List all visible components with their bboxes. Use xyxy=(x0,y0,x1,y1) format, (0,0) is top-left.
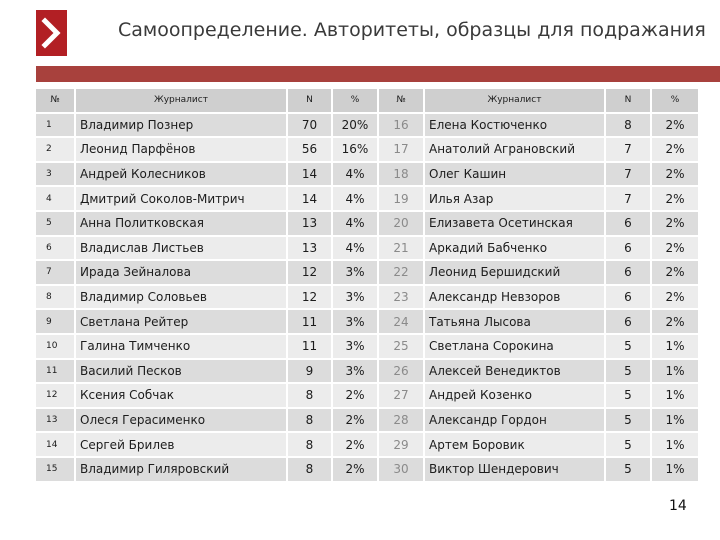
mention-percent: 1% xyxy=(652,384,700,407)
table-row xyxy=(36,212,700,235)
row-number: 9 xyxy=(36,310,76,333)
mention-count: 56 xyxy=(288,138,333,161)
row-number: 29 xyxy=(379,433,425,456)
table-row xyxy=(36,335,700,358)
row-number: 13 xyxy=(36,409,76,432)
mention-percent: 2% xyxy=(652,163,700,186)
table-row xyxy=(36,458,700,481)
mention-percent: 2% xyxy=(652,286,700,309)
mention-percent: 1% xyxy=(652,458,700,481)
journalist-name: Александр Невзоров xyxy=(425,286,606,309)
row-number: 3 xyxy=(36,163,76,186)
row-number: 7 xyxy=(36,261,76,284)
row-number: 11 xyxy=(36,360,76,383)
row-number: 16 xyxy=(379,114,425,137)
mention-count: 6 xyxy=(606,310,652,333)
header-percent-2: % xyxy=(652,89,700,112)
journalist-name: Светлана Сорокина xyxy=(425,335,606,358)
mention-percent: 2% xyxy=(652,237,700,260)
journalist-name: Андрей Колесников xyxy=(76,163,288,186)
row-number: 12 xyxy=(36,384,76,407)
mention-count: 9 xyxy=(288,360,333,383)
mention-percent: 2% xyxy=(333,458,379,481)
mention-percent: 2% xyxy=(333,384,379,407)
journalist-name: Василий Песков xyxy=(76,360,288,383)
journalists-table xyxy=(36,87,700,483)
journalist-name: Анатолий Аграновский xyxy=(425,138,606,161)
journalist-name: Артем Боровик xyxy=(425,433,606,456)
journalist-name: Владислав Листьев xyxy=(76,237,288,260)
row-number: 15 xyxy=(36,458,76,481)
mention-percent: 1% xyxy=(652,433,700,456)
table-row xyxy=(36,237,700,260)
journalist-name: Елизавета Осетинская xyxy=(425,212,606,235)
mention-percent: 16% xyxy=(333,138,379,161)
journalist-name: Алексей Венедиктов xyxy=(425,360,606,383)
table-row xyxy=(36,310,700,333)
journalist-name: Владимир Соловьев xyxy=(76,286,288,309)
row-number: 8 xyxy=(36,286,76,309)
row-number: 27 xyxy=(379,384,425,407)
mention-count: 7 xyxy=(606,138,652,161)
mention-count: 6 xyxy=(606,212,652,235)
mention-count: 70 xyxy=(288,114,333,137)
row-number: 20 xyxy=(379,212,425,235)
header-count-2: N xyxy=(606,89,652,112)
chevron-logo-icon xyxy=(36,10,67,56)
page-number: 14 xyxy=(669,498,687,514)
header-journalist: Журналист xyxy=(76,89,288,112)
table-row xyxy=(36,163,700,186)
row-number: 17 xyxy=(379,138,425,161)
mention-count: 6 xyxy=(606,261,652,284)
row-number: 21 xyxy=(379,237,425,260)
row-number: 5 xyxy=(36,212,76,235)
mention-percent: 1% xyxy=(652,335,700,358)
row-number: 14 xyxy=(36,433,76,456)
mention-count: 8 xyxy=(288,433,333,456)
title-divider-bar xyxy=(36,66,720,82)
mention-count: 6 xyxy=(606,237,652,260)
row-number: 22 xyxy=(379,261,425,284)
mention-count: 8 xyxy=(288,384,333,407)
mention-percent: 1% xyxy=(652,409,700,432)
journalist-name: Дмитрий Соколов-Митрич xyxy=(76,187,288,210)
mention-percent: 4% xyxy=(333,163,379,186)
journalist-name: Сергей Брилев xyxy=(76,433,288,456)
journalist-name: Олег Кашин xyxy=(425,163,606,186)
table-row xyxy=(36,187,700,210)
mention-count: 5 xyxy=(606,360,652,383)
journalist-name: Светлана Рейтер xyxy=(76,310,288,333)
mention-percent: 2% xyxy=(652,138,700,161)
row-number: 1 xyxy=(36,114,76,137)
row-number: 6 xyxy=(36,237,76,260)
journalist-name: Олеся Герасименко xyxy=(76,409,288,432)
mention-percent: 3% xyxy=(333,310,379,333)
mention-percent: 2% xyxy=(652,187,700,210)
mention-count: 8 xyxy=(288,458,333,481)
row-number: 26 xyxy=(379,360,425,383)
table-row xyxy=(36,384,700,407)
journalist-name: Анна Политковская xyxy=(76,212,288,235)
table-row xyxy=(36,114,700,137)
journalist-name: Галина Тимченко xyxy=(76,335,288,358)
table-header-row xyxy=(36,89,700,112)
mention-percent: 1% xyxy=(652,360,700,383)
row-number: 18 xyxy=(379,163,425,186)
mention-count: 13 xyxy=(288,212,333,235)
slide-title: Самоопределение. Авторитеты, образцы для подражания xyxy=(118,19,706,41)
mention-count: 13 xyxy=(288,237,333,260)
mention-count: 11 xyxy=(288,310,333,333)
journalist-name: Ирада Зейналова xyxy=(76,261,288,284)
mention-count: 5 xyxy=(606,409,652,432)
mention-percent: 3% xyxy=(333,360,379,383)
mention-percent: 2% xyxy=(652,114,700,137)
mention-count: 12 xyxy=(288,286,333,309)
table-row xyxy=(36,409,700,432)
journalist-name: Илья Азар xyxy=(425,187,606,210)
header-journalist-2: Журналист xyxy=(425,89,606,112)
journalist-name: Леонид Парфёнов xyxy=(76,138,288,161)
mention-count: 8 xyxy=(288,409,333,432)
journalist-name: Владимир Гиляровский xyxy=(76,458,288,481)
row-number: 24 xyxy=(379,310,425,333)
mention-percent: 3% xyxy=(333,286,379,309)
mention-count: 11 xyxy=(288,335,333,358)
mention-count: 5 xyxy=(606,433,652,456)
table-row xyxy=(36,261,700,284)
table-row xyxy=(36,433,700,456)
mention-count: 6 xyxy=(606,286,652,309)
journalist-name: Виктор Шендерович xyxy=(425,458,606,481)
journalist-name: Елена Костюченко xyxy=(425,114,606,137)
row-number: 28 xyxy=(379,409,425,432)
table-row xyxy=(36,138,700,161)
journalist-name: Леонид Бершидский xyxy=(425,261,606,284)
header-number-2: № xyxy=(379,89,425,112)
journalist-name: Аркадий Бабченко xyxy=(425,237,606,260)
header-percent: % xyxy=(333,89,379,112)
row-number: 4 xyxy=(36,187,76,210)
table-row xyxy=(36,286,700,309)
row-number: 23 xyxy=(379,286,425,309)
mention-count: 14 xyxy=(288,187,333,210)
mention-count: 7 xyxy=(606,187,652,210)
mention-count: 12 xyxy=(288,261,333,284)
mention-percent: 2% xyxy=(333,433,379,456)
mention-count: 14 xyxy=(288,163,333,186)
row-number: 25 xyxy=(379,335,425,358)
journalist-name: Татьяна Лысова xyxy=(425,310,606,333)
journalist-name: Владимир Познер xyxy=(76,114,288,137)
mention-percent: 20% xyxy=(333,114,379,137)
mention-percent: 4% xyxy=(333,237,379,260)
header-count: N xyxy=(288,89,333,112)
journalist-name: Андрей Козенко xyxy=(425,384,606,407)
row-number: 2 xyxy=(36,138,76,161)
table-row xyxy=(36,360,700,383)
mention-percent: 4% xyxy=(333,187,379,210)
row-number: 19 xyxy=(379,187,425,210)
mention-percent: 2% xyxy=(652,261,700,284)
mention-count: 5 xyxy=(606,384,652,407)
journalist-name: Ксения Собчак xyxy=(76,384,288,407)
mention-percent: 4% xyxy=(333,212,379,235)
mention-percent: 3% xyxy=(333,261,379,284)
mention-count: 7 xyxy=(606,163,652,186)
journalist-name: Александр Гордон xyxy=(425,409,606,432)
row-number: 30 xyxy=(379,458,425,481)
header-number: № xyxy=(36,89,76,112)
mention-percent: 2% xyxy=(333,409,379,432)
mention-count: 5 xyxy=(606,335,652,358)
mention-percent: 3% xyxy=(333,335,379,358)
row-number: 10 xyxy=(36,335,76,358)
mention-percent: 2% xyxy=(652,212,700,235)
mention-percent: 2% xyxy=(652,310,700,333)
mention-count: 8 xyxy=(606,114,652,137)
mention-count: 5 xyxy=(606,458,652,481)
